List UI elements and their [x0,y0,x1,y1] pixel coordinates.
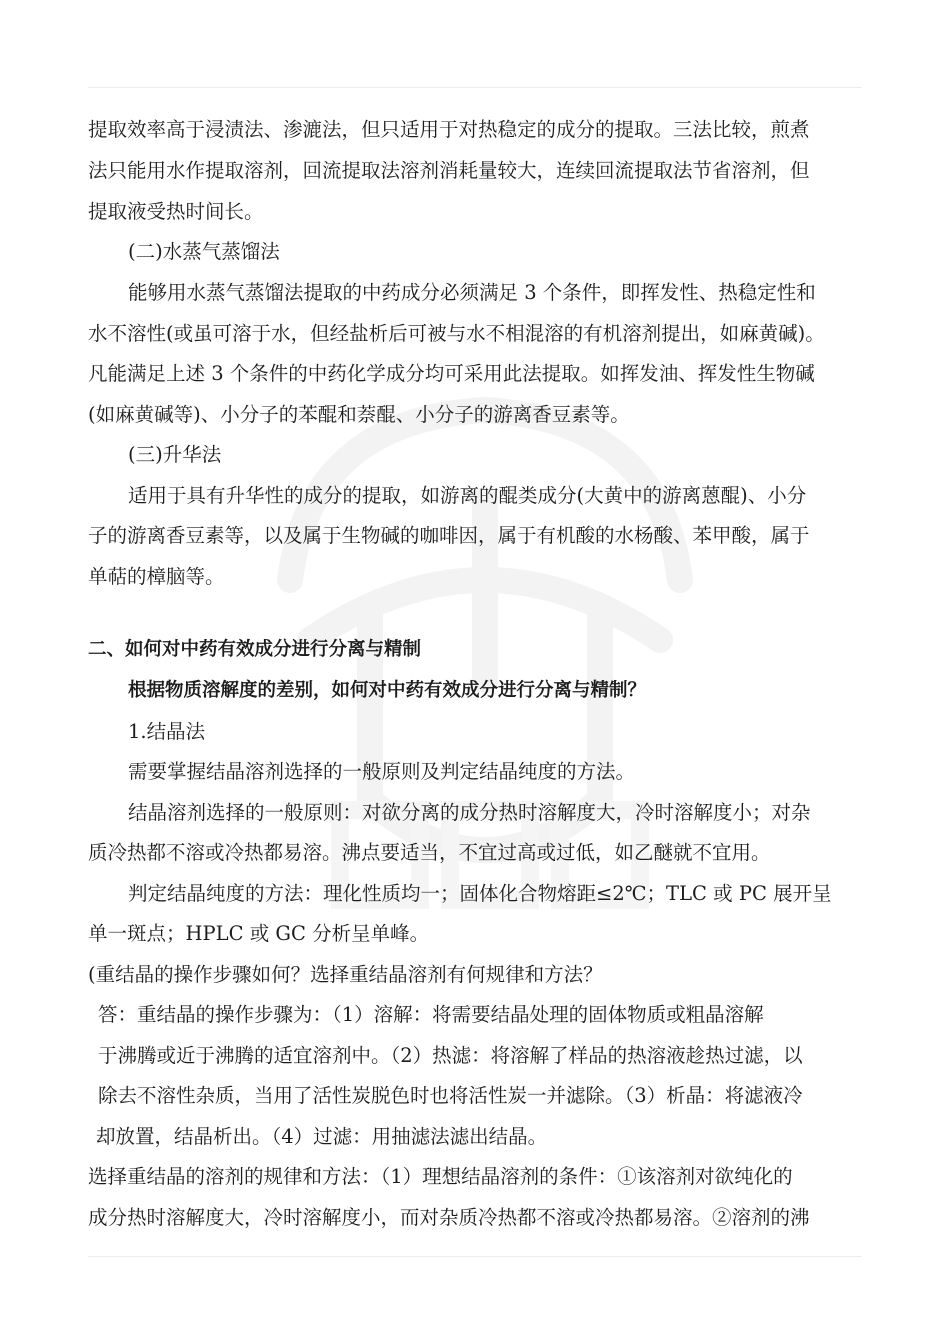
paragraph-line: 结晶溶剂选择的一般原则：对欲分离的成分热时溶解度大，冷时溶解度小；对杂 [128,801,811,824]
footer-rule [88,1256,862,1257]
answer-line: 却放置，结晶析出。（4）过滤：用抽滤法滤出结晶。 [96,1125,548,1148]
answer-line: 答：重结晶的操作步骤为：（1）溶解：将需要结晶处理的固体物质或粗晶溶解 [98,1003,764,1026]
paragraph-line: 提取效率高于浸渍法、渗漉法，但只适用于对热稳定的成分的提取。三法比较，煎煮 [88,118,810,141]
paragraph-line: 判定结晶纯度的方法：理化性质均一；固体化合物熔距≤2℃；TLC 或 PC 展开呈 [128,882,832,905]
paragraph-line: 提取液受热时间长。 [88,200,264,223]
question-line: (重结晶的操作步骤如何？选择重结晶溶剂有何规律和方法？ [88,963,603,986]
header-rule [88,87,862,88]
answer-line: 除去不溶性杂质，当用了活性炭脱色时也将活性炭一并滤除。（3）析晶：将滤液冷 [98,1084,803,1107]
subsection-heading: (二)水蒸气蒸馏法 [128,240,280,263]
section-heading: 二、如何对中药有效成分进行分离与精制 [88,639,422,660]
paragraph-line: 成分热时溶解度大，冷时溶解度小，而对杂质冷热都不溶或冷热都易溶。②溶剂的沸 [88,1206,810,1229]
paragraph-line: (如麻黄碱等)、小分子的苯醌和萘醌、小分子的游离香豆素等。 [88,403,630,426]
paragraph-line: 法只能用水作提取溶剂，回流提取法溶剂消耗量较大，连续回流提取法节省溶剂，但 [88,159,810,182]
paragraph-line: 适用于具有升华性的成分的提取，如游离的醌类成分(大黄中的游离蒽醌)、小分 [128,484,807,507]
paragraph-line: 单一斑点；HPLC 或 GC 分析呈单峰。 [88,922,430,945]
subsection-heading: (三)升华法 [128,443,222,466]
paragraph-line: 选择重结晶的溶剂的规律和方法：（1）理想结晶溶剂的条件：①该溶剂对欲纯化的 [88,1165,793,1188]
subsection-heading: 1.结晶法 [128,720,206,743]
paragraph-line: 质冷热都不溶或冷热都易溶。沸点要适当，不宜过高或过低，如乙醚就不宜用。 [88,841,771,864]
paragraph-line: 凡能满足上述 3 个条件的中药化学成分均可采用此法提取。如挥发油、挥发性生物碱 [88,362,815,385]
paragraph-line: 需要掌握结晶溶剂选择的一般原则及判定结晶纯度的方法。 [128,760,636,783]
paragraph-line: 水不溶性(或虽可溶于水，但经盐析后可被与水不相混溶的有机溶剂提出，如麻黄碱)。 [88,322,825,345]
paragraph-line: 能够用水蒸气蒸馏法提取的中药成分必须满足 3 个条件，即挥发性、热稳定性和 [128,281,816,304]
question-heading: 根据物质溶解度的差别，如何对中药有效成分进行分离与精制？ [128,680,647,701]
paragraph-line: 子的游离香豆素等，以及属于生物碱的咖啡因，属于有机酸的水杨酸、苯甲酸，属于 [88,524,810,547]
paragraph-line: 单萜的樟脑等。 [88,565,225,588]
answer-line: 于沸腾或近于沸腾的适宜溶剂中。（2）热滤：将溶解了样品的热溶液趁热过滤，以 [98,1044,803,1067]
